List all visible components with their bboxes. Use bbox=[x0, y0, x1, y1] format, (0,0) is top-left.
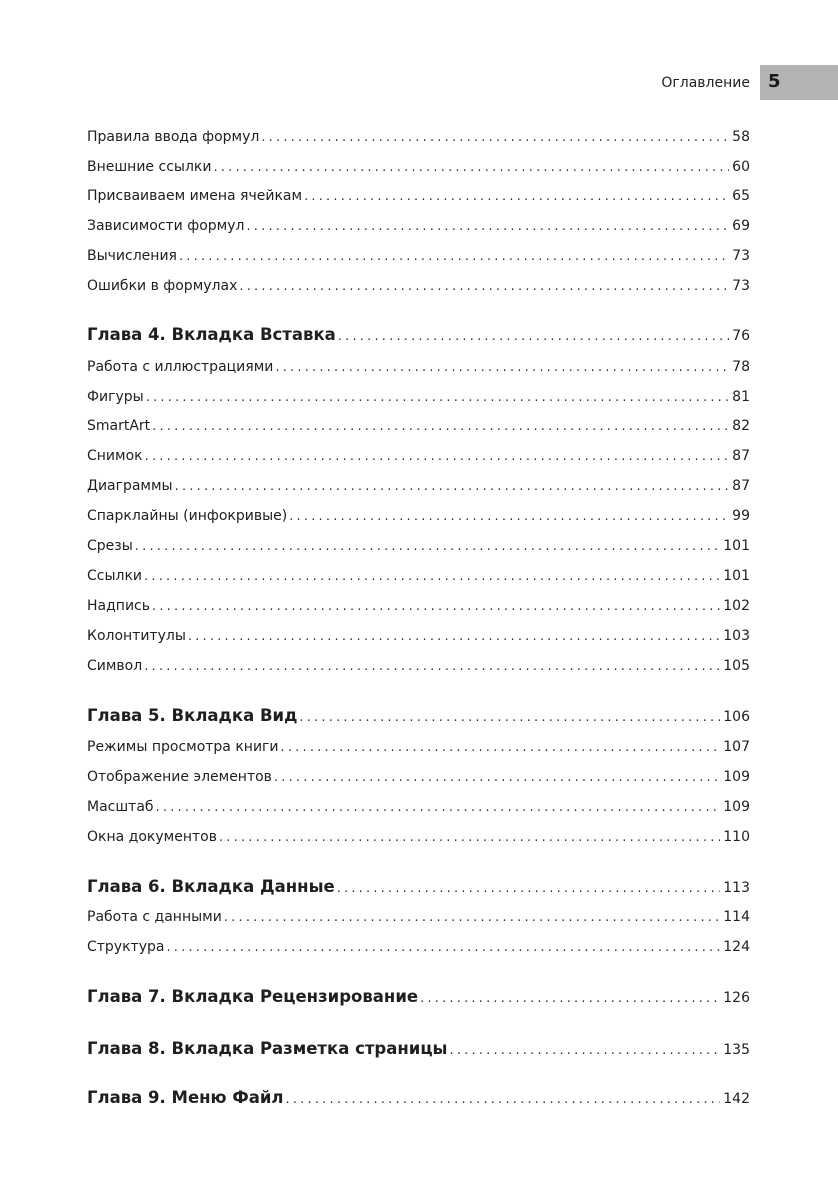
dot-leader bbox=[275, 356, 729, 380]
toc-entry-page: 103 bbox=[723, 628, 750, 644]
toc-entry[interactable] bbox=[87, 765, 750, 789]
toc-entry-page: 102 bbox=[723, 598, 750, 614]
toc-entry[interactable] bbox=[87, 735, 750, 759]
dot-leader bbox=[337, 876, 721, 902]
dot-leader bbox=[213, 156, 729, 180]
toc-chapter-title: Глава 7. Вкладка Рецензирование bbox=[87, 987, 419, 1006]
dot-leader bbox=[152, 595, 720, 619]
toc-entry-title: Внешние ссылки bbox=[87, 159, 212, 175]
dot-leader bbox=[224, 906, 720, 930]
toc-entry[interactable] bbox=[87, 935, 750, 959]
toc-entry-page: 101 bbox=[723, 538, 750, 554]
toc-entry-page: 113 bbox=[723, 880, 750, 896]
toc-entry-title: Структура bbox=[87, 939, 165, 955]
toc-entry-page: 65 bbox=[732, 188, 750, 204]
dot-leader bbox=[299, 705, 720, 731]
toc-entry-page: 114 bbox=[723, 909, 750, 925]
toc-entry-page: 135 bbox=[723, 1042, 750, 1058]
dot-leader bbox=[144, 565, 720, 589]
toc-entry-title: Работа с иллюстрациями bbox=[87, 359, 274, 375]
toc-entry-page: 76 bbox=[732, 328, 750, 344]
toc-entry[interactable] bbox=[87, 474, 750, 498]
toc-entry-page: 124 bbox=[723, 939, 750, 955]
dot-leader bbox=[145, 445, 730, 469]
toc-entry-title: Снимок bbox=[87, 448, 143, 464]
dot-leader bbox=[274, 766, 720, 790]
toc-entry-page: 81 bbox=[732, 389, 750, 405]
toc-chapter-title: Глава 9. Меню Файл bbox=[87, 1088, 284, 1107]
toc-entry[interactable] bbox=[87, 504, 750, 528]
dot-leader bbox=[179, 245, 729, 269]
toc-entry-page: 142 bbox=[723, 1091, 750, 1107]
toc-entry-title: Режимы просмотра книги bbox=[87, 739, 279, 755]
toc-entry[interactable] bbox=[87, 274, 750, 298]
dot-leader bbox=[219, 826, 720, 850]
toc-chapter-title: Глава 4. Вкладка Вставка bbox=[87, 325, 336, 344]
toc-entry[interactable] bbox=[87, 825, 750, 849]
dot-leader bbox=[304, 185, 729, 209]
toc-entry[interactable] bbox=[87, 594, 750, 618]
toc-chapter-entry[interactable] bbox=[87, 984, 750, 1010]
toc-entry-title: Диаграммы bbox=[87, 478, 173, 494]
page-number: 5 bbox=[768, 71, 781, 92]
toc-entry-title: Фигуры bbox=[87, 389, 144, 405]
toc-chapter-entry[interactable] bbox=[87, 1036, 750, 1062]
toc-entry-page: 101 bbox=[723, 568, 750, 584]
dot-leader bbox=[246, 215, 729, 239]
toc-entry-title: Масштаб bbox=[87, 799, 154, 815]
toc-entry[interactable] bbox=[87, 654, 750, 678]
toc-entry-title: SmartArt bbox=[87, 418, 151, 434]
toc-entry[interactable] bbox=[87, 385, 750, 409]
dot-leader bbox=[188, 625, 720, 649]
dot-leader bbox=[338, 324, 729, 350]
toc-chapter-entry[interactable] bbox=[87, 703, 750, 729]
toc-entry-page: 60 bbox=[732, 159, 750, 175]
toc-entry-page: 105 bbox=[723, 658, 750, 674]
toc-chapter-title: Глава 5. Вкладка Вид bbox=[87, 706, 298, 725]
toc-entry-title: Присваиваем имена ячейкам bbox=[87, 188, 303, 204]
toc-entry-title: Надпись bbox=[87, 598, 150, 614]
dot-leader bbox=[175, 475, 730, 499]
toc-entry[interactable] bbox=[87, 214, 750, 238]
toc-entry-title: Ошибки в формулах bbox=[87, 278, 238, 294]
dot-leader bbox=[135, 535, 720, 559]
toc-chapter-entry[interactable] bbox=[87, 874, 750, 900]
toc-entry-page: 58 bbox=[732, 129, 750, 145]
dot-leader bbox=[420, 986, 720, 1012]
toc-entry-title: Правила ввода формул bbox=[87, 129, 260, 145]
toc-entry[interactable] bbox=[87, 125, 750, 149]
toc-entry-page: 82 bbox=[732, 418, 750, 434]
dot-leader bbox=[289, 505, 729, 529]
toc-entry-page: 99 bbox=[732, 508, 750, 524]
toc-entry[interactable] bbox=[87, 564, 750, 588]
dot-leader bbox=[239, 275, 729, 299]
page-number-tab bbox=[760, 65, 838, 100]
dot-leader bbox=[449, 1038, 720, 1064]
toc-entry-page: 110 bbox=[723, 829, 750, 845]
toc-entry-title: Срезы bbox=[87, 538, 133, 554]
toc-chapter-entry[interactable] bbox=[87, 1085, 750, 1111]
toc-entry[interactable] bbox=[87, 184, 750, 208]
toc-entry-title: Спарклайны (инфокривые) bbox=[87, 508, 288, 524]
toc-entry-page: 109 bbox=[723, 799, 750, 815]
toc-entry-page: 78 bbox=[732, 359, 750, 375]
dot-leader bbox=[152, 415, 729, 439]
toc-entry-page: 87 bbox=[732, 478, 750, 494]
toc-entry-page: 107 bbox=[723, 739, 750, 755]
dot-leader bbox=[144, 655, 720, 679]
toc-entry-page: 109 bbox=[723, 769, 750, 785]
dot-leader bbox=[286, 1087, 721, 1113]
toc-entry[interactable] bbox=[87, 414, 750, 438]
toc-entry[interactable] bbox=[87, 444, 750, 468]
toc-entry-title: Вычисления bbox=[87, 248, 177, 264]
toc-entry-title: Работа с данными bbox=[87, 909, 222, 925]
dot-leader bbox=[281, 736, 721, 760]
toc-entry-title: Ссылки bbox=[87, 568, 143, 584]
toc-entry[interactable] bbox=[87, 534, 750, 558]
toc-entry-page: 126 bbox=[723, 990, 750, 1006]
toc-entry-page: 87 bbox=[732, 448, 750, 464]
dot-leader bbox=[261, 126, 729, 150]
toc-entry-page: 69 bbox=[732, 218, 750, 234]
toc-entry-title: Символ bbox=[87, 658, 143, 674]
dot-leader bbox=[146, 386, 729, 410]
toc-chapter-entry[interactable] bbox=[87, 322, 750, 348]
toc-entry-page: 73 bbox=[732, 278, 750, 294]
toc-entry[interactable] bbox=[87, 155, 750, 179]
toc-entry-page: 73 bbox=[732, 248, 750, 264]
toc-entry-page: 106 bbox=[723, 709, 750, 725]
dot-leader bbox=[156, 796, 721, 820]
toc-entry[interactable] bbox=[87, 905, 750, 929]
toc-entry[interactable] bbox=[87, 244, 750, 268]
running-head-title: Оглавление bbox=[661, 75, 750, 91]
dot-leader bbox=[166, 936, 720, 960]
toc-entry-title: Зависимости формул bbox=[87, 218, 245, 234]
toc-chapter-title: Глава 8. Вкладка Разметка страницы bbox=[87, 1039, 448, 1058]
toc-entry-title: Колонтитулы bbox=[87, 628, 186, 644]
toc-entry[interactable] bbox=[87, 795, 750, 819]
toc-entry-title: Отображение элементов bbox=[87, 769, 272, 785]
toc-entry-title: Окна документов bbox=[87, 829, 217, 845]
toc-chapter-title: Глава 6. Вкладка Данные bbox=[87, 877, 335, 896]
toc-entry[interactable] bbox=[87, 355, 750, 379]
toc-entry[interactable] bbox=[87, 624, 750, 648]
